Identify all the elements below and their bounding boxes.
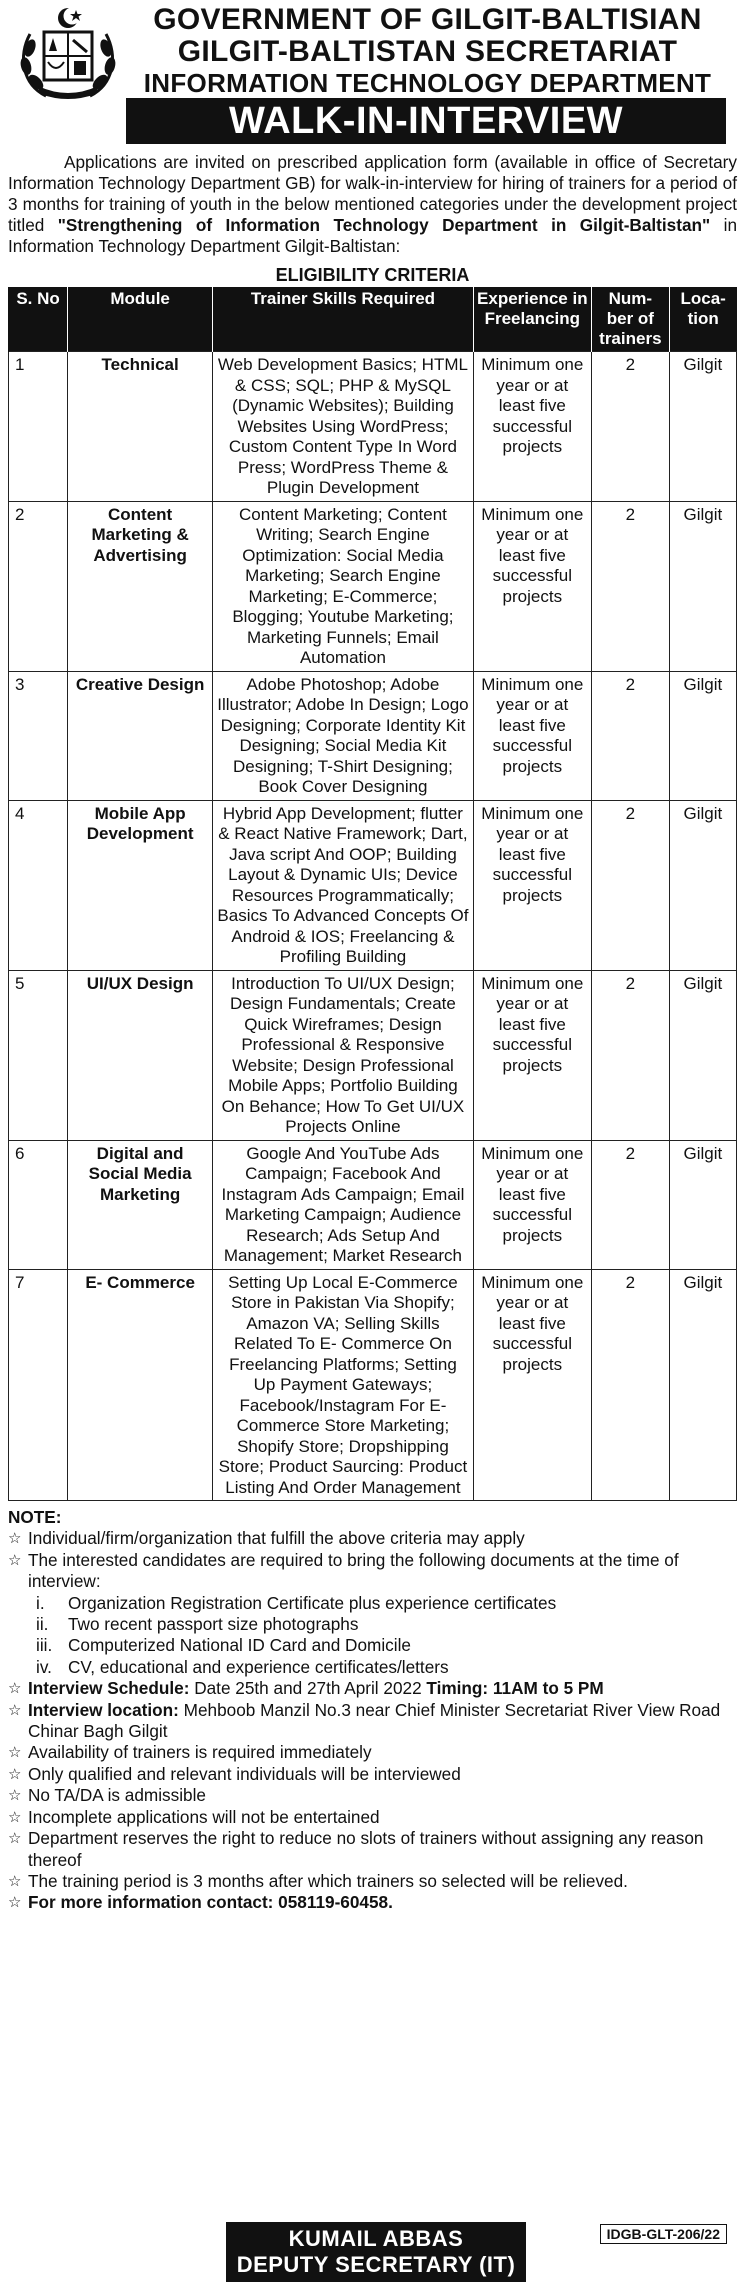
cell-experience: Minimum one year or at least five successful projects [473, 501, 591, 671]
location-label: Interview location: [28, 1699, 179, 1720]
col-header-experience: Experience in Freelancing [473, 287, 591, 352]
note-item [8, 1550, 737, 1593]
note-text: No TA/DA is admissible [28, 1785, 206, 1806]
cell-number: 2 [591, 501, 669, 671]
document-item [8, 1635, 737, 1656]
cell-location: Gilgit [669, 970, 736, 1140]
col-header-location: Loca- tion [669, 287, 736, 352]
document-number: iv. [36, 1656, 52, 1677]
star-bullet-icon: ☆ [8, 1807, 22, 1826]
document-item [8, 1657, 737, 1678]
schedule-timing: Timing: 11AM to 5 PM [426, 1678, 604, 1699]
cell-sno: 5 [9, 970, 68, 1140]
star-bullet-icon: ☆ [8, 1700, 22, 1719]
document-text: CV, educational and experience certificates/letters [68, 1656, 449, 1677]
intro-paragraph [8, 152, 737, 257]
table-header-row [9, 287, 737, 352]
document-number: iii. [36, 1635, 53, 1656]
table-row [9, 970, 737, 1140]
intro-text-2: in Information Technology Department Gilgit-Baltistan: [8, 215, 737, 256]
cell-skills: Hybrid App Development; flutter & React Native Framework; Dart, Java script And OOP; Building Layout & Dynamic UIs; Device Resources Programmatically; Basics To Advanced Concepts Of Android & IOS; Freelancing & Profiling Building [213, 800, 474, 970]
secretariat-title: GILGIT-BALTISTAN SECRETARIAT [177, 35, 678, 69]
contact-text: For more information contact: 058119-60458. [28, 1892, 393, 1913]
note-item-schedule [8, 1678, 737, 1699]
cell-module: Content Marketing & Advertising [68, 501, 213, 671]
cell-module: Technical [68, 352, 213, 502]
cell-location: Gilgit [669, 501, 736, 671]
cell-number: 2 [591, 970, 669, 1140]
document-item [8, 1614, 737, 1635]
cell-experience: Minimum one year or at least five successful projects [473, 970, 591, 1140]
cell-number: 2 [591, 800, 669, 970]
star-bullet-icon: ☆ [8, 1550, 22, 1569]
star-bullet-icon: ☆ [8, 1893, 22, 1912]
note-text: Individual/firm/organization that fulfill the above criteria may apply [28, 1528, 525, 1549]
cell-module: E- Commerce [68, 1269, 213, 1501]
cell-skills: Content Marketing; Content Writing; Search Engine Optimization: Social Media Marketing; Search Engine Marketing; E-Commerce; Blogging; Youtube Marketing; Marketing Funnels; Email Automation [213, 501, 474, 671]
note-item-location [8, 1700, 737, 1743]
note-item [8, 1785, 737, 1806]
cell-location: Gilgit [669, 1140, 736, 1269]
note-text: Incomplete applications will not be entertained [28, 1806, 380, 1827]
eligibility-table [8, 287, 737, 1501]
table-row [9, 501, 737, 671]
note-item [8, 1828, 737, 1871]
notes-section [8, 1507, 737, 1914]
star-bullet-icon: ☆ [8, 1829, 22, 1848]
cell-experience: Minimum one year or at least five successful projects [473, 1269, 591, 1501]
signatory-block [226, 2222, 526, 2282]
cell-location: Gilgit [669, 1269, 736, 1501]
cell-experience: Minimum one year or at least five successful projects [473, 352, 591, 502]
cell-module: Digital and Social Media Marketing [68, 1140, 213, 1269]
document-number: ii. [36, 1614, 49, 1635]
star-bullet-icon: ☆ [8, 1743, 22, 1762]
signatory-name: KUMAIL ABBAS [288, 2226, 464, 2251]
cell-experience: Minimum one year or at least five successful projects [473, 800, 591, 970]
signatory-title: DEPUTY SECRETARY (IT) [236, 2252, 516, 2277]
cell-location: Gilgit [669, 800, 736, 970]
government-title: GOVERNMENT OF GILGIT-BALTISIAN [153, 3, 702, 36]
intro-text-1: Applications are invited on prescribed application form (available in office of Secretary Information Technology Department GB) for walk-in-interview for hiring of trainers for a period of 3 months for training of youth in the below mentioned categories under the development project titled [8, 152, 737, 235]
col-header-number: Num- ber of trainers [591, 287, 669, 352]
col-header-skills: Trainer Skills Required [213, 287, 474, 352]
cell-number: 2 [591, 1140, 669, 1269]
document-item [8, 1593, 737, 1614]
note-item-contact [8, 1892, 737, 1913]
cell-skills: Web Development Basics; HTML & CSS; SQL; PHP & MySQL (Dynamic Websites); Building Websites Using WordPress; Custom Content Type In Word Press; WordPress Theme & Plugin Development [213, 352, 474, 502]
cell-sno: 4 [9, 800, 68, 970]
note-item [8, 1807, 737, 1828]
cell-module: Mobile App Development [68, 800, 213, 970]
note-item [8, 1528, 737, 1549]
schedule-label: Interview Schedule: [28, 1678, 190, 1699]
table-row [9, 671, 737, 800]
note-text: Only qualified and relevant individuals will be interviewed [28, 1763, 461, 1784]
table-row [9, 800, 737, 970]
government-emblem-icon [16, 4, 120, 104]
note-text: Department reserves the right to reduce no slots of trainers without assigning any reason thereof [28, 1828, 704, 1870]
document-text: Two recent passport size photographs [68, 1614, 359, 1635]
cell-skills: Setting Up Local E-Commerce Store in Pakistan Via Shopify; Amazon VA; Selling Skills Related To E- Commerce On Freelancing Platforms; Setting Up Payment Gateways; Facebook/Instagram For E-Commerce Store Marketing; Shopify Store; Dropshipping Store; Product Saurcing: Product Listing And Order Management [213, 1269, 474, 1501]
cell-sno: 7 [9, 1269, 68, 1501]
star-bullet-icon: ☆ [8, 1679, 22, 1698]
star-bullet-icon: ☆ [8, 1764, 22, 1783]
star-bullet-icon: ☆ [8, 1529, 22, 1548]
cell-skills: Adobe Photoshop; Adobe Illustrator; Adobe In Design; Logo Designing; Corporate Identity Kit Designing; Social Media Kit Designing; T-Shirt Designing; Book Cover Designing [213, 671, 474, 800]
note-item [8, 1742, 737, 1763]
cell-experience: Minimum one year or at least five successful projects [473, 1140, 591, 1269]
reference-number: IDGB-GLT-206/22 [600, 2224, 727, 2244]
star-bullet-icon: ☆ [8, 1871, 22, 1890]
footer [8, 2220, 737, 2282]
cell-sno: 1 [9, 352, 68, 502]
note-text: The interested candidates are required to bring the following documents at the time of interview: [28, 1549, 679, 1592]
cell-module: Creative Design [68, 671, 213, 800]
walk-in-interview-banner: WALK-IN-INTERVIEW [126, 98, 726, 144]
cell-location: Gilgit [669, 352, 736, 502]
note-text: The training period is 3 months after which trainers so selected will be relieved. [28, 1870, 628, 1891]
cell-module: UI/UX Design [68, 970, 213, 1140]
project-title: "Strengthening of Information Technology Department in Gilgit-Baltistan" [57, 215, 711, 235]
table-row [9, 352, 737, 502]
cell-number: 2 [591, 1269, 669, 1501]
cell-location: Gilgit [669, 671, 736, 800]
note-item [8, 1764, 737, 1785]
header [8, 0, 737, 96]
cell-skills: Google And YouTube Ads Campaign; Facebook And Instagram Ads Campaign; Email Marketing Campaign; Audience Research; Ads Setup And Management; Market Research [213, 1140, 474, 1269]
document-number: i. [36, 1592, 45, 1613]
department-title: INFORMATION TECHNOLOGY DEPARTMENT [143, 67, 712, 98]
table-row [9, 1140, 737, 1269]
cell-number: 2 [591, 671, 669, 800]
document-text: Organization Registration Certificate plus experience certificates [68, 1592, 557, 1613]
location-text: Mehboob Manzil No.3 near Chief Minister Secretariat River View Road Chinar Bagh Gilgit [28, 1699, 721, 1742]
eligibility-title: ELIGIBILITY CRITERIA [275, 265, 470, 285]
header-titles [126, 4, 729, 97]
note-item [8, 1871, 737, 1892]
document-text: Computerized National ID Card and Domicile [68, 1635, 411, 1656]
notes-heading: NOTE: [8, 1507, 62, 1527]
cell-experience: Minimum one year or at least five successful projects [473, 671, 591, 800]
cell-skills: Introduction To UI/UX Design; Design Fundamentals; Create Quick Wireframes; Design Professional & Responsive Website; Design Professional Mobile Apps; Portfolio Building On Behance; How To Get UI/UX Projects Online [213, 970, 474, 1140]
cell-sno: 3 [9, 671, 68, 800]
schedule-dates: Date 25th and 27th April 2022 [189, 1678, 427, 1699]
col-header-sno: S. No [9, 287, 68, 352]
cell-sno: 6 [9, 1140, 68, 1269]
cell-number: 2 [591, 352, 669, 502]
star-bullet-icon: ☆ [8, 1786, 22, 1805]
note-text: Availability of trainers is required immediately [28, 1742, 372, 1763]
cell-sno: 2 [9, 501, 68, 671]
col-header-module: Module [68, 287, 213, 352]
table-row [9, 1269, 737, 1501]
